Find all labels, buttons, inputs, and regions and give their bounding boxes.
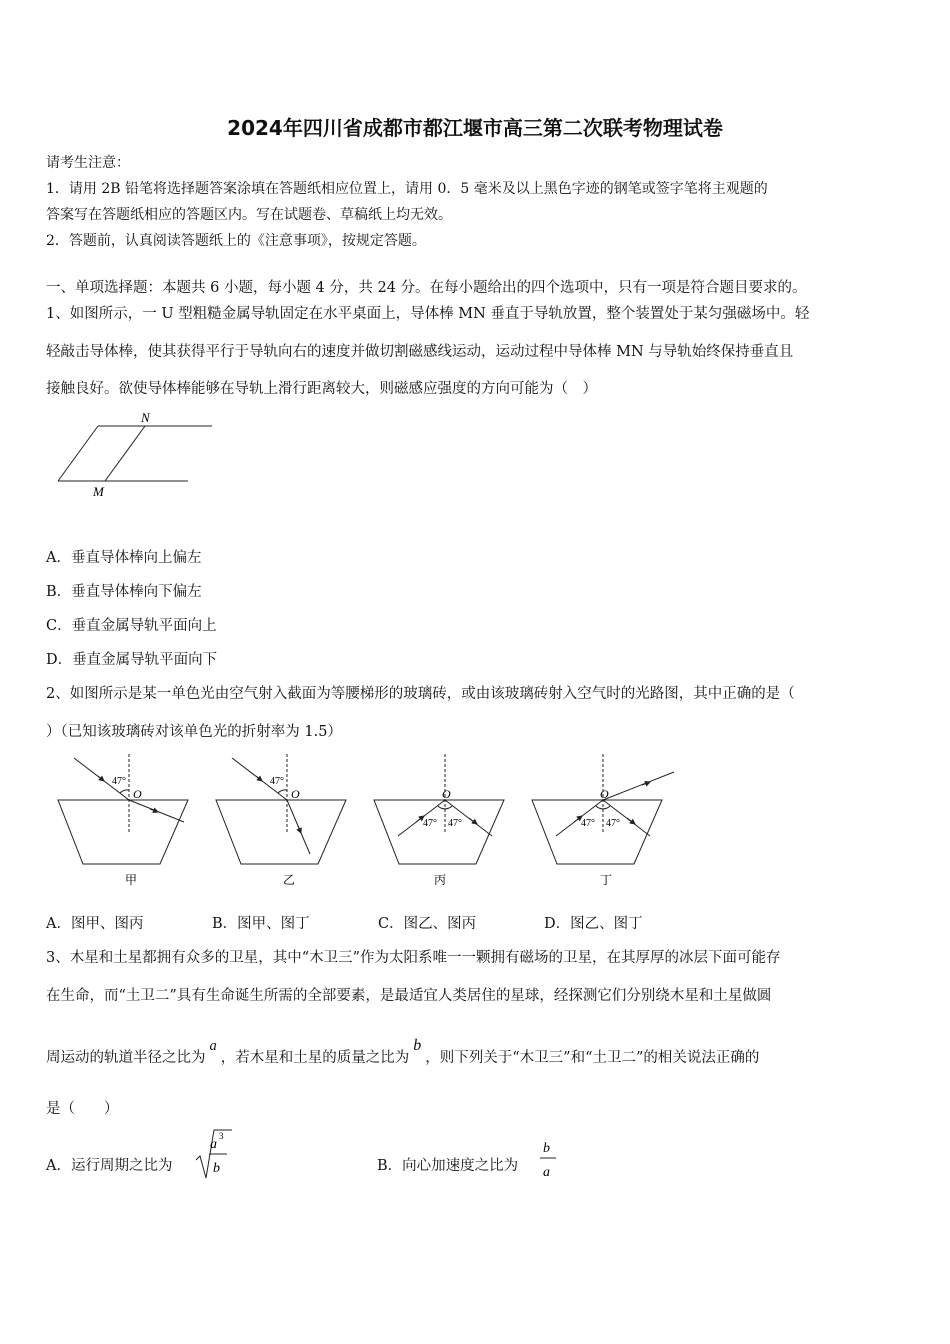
q1-option-b: B．垂直导体棒向下偏左 bbox=[46, 584, 202, 600]
angle-left: 47° bbox=[581, 818, 595, 829]
label-n: N bbox=[141, 410, 150, 425]
point-o: O bbox=[291, 787, 300, 801]
figure-label: 甲 bbox=[125, 873, 138, 887]
angle-right: 47° bbox=[606, 818, 620, 829]
angle-left: 47° bbox=[423, 818, 437, 829]
point-o: O bbox=[442, 787, 451, 801]
figure-yi bbox=[216, 754, 346, 887]
q3-line-1: 3、木星和土星都拥有众多的卫星，其中“木卫三”作为太阳系唯一一颗拥有磁场的卫星，在其厚厚的冰层下面可能存 bbox=[46, 950, 781, 966]
q1-option-c: C．垂直金属导轨平面向上 bbox=[46, 618, 217, 634]
q3-option-b-formula bbox=[538, 1134, 560, 1182]
formula-num: b bbox=[543, 1141, 550, 1156]
q3-option-a bbox=[46, 1154, 172, 1175]
figure-ding bbox=[532, 754, 674, 887]
q1-rail-figure bbox=[50, 405, 220, 500]
formula-den: b bbox=[213, 1161, 220, 1176]
notice-line-2: 答案写在答题纸相应的答题区内。写在试题卷、草稿纸上均无效。 bbox=[46, 207, 452, 223]
notice-line-1: 1．请用 2B 铅笔将选择题答案涂填在答题纸相应位置上，请用 0．5 毫米及以上黑色字迹的钢笔或签字笔将主观题的 bbox=[46, 181, 768, 197]
q1-line-3: 接触良好。欲使导体棒能够在导轨上滑行距离较大，则磁感应强度的方向可能为（ ） bbox=[46, 381, 597, 397]
q1-line-2: 轻敲击导体棒，使其获得平行于导轨向右的速度并做切割磁感线运动，运动过程中导体棒 MN 与导轨始终保持垂直且 bbox=[46, 344, 794, 360]
q1-option-a: A．垂直导体棒向上偏左 bbox=[46, 550, 202, 566]
formula-num: a bbox=[210, 1137, 217, 1152]
q3-line-3c: ，则下列关于“木卫三”和“土卫二”的相关说法正确的 bbox=[425, 1050, 760, 1066]
var-b: b bbox=[413, 1037, 422, 1054]
figure-label: 丁 bbox=[600, 873, 613, 887]
figure-label: 丙 bbox=[434, 873, 447, 887]
q2-line-1: 2、如图所示是某一单色光由空气射入截面为等腰梯形的玻璃砖，或由该玻璃砖射入空气时的光路图，其中正确的是（ bbox=[46, 686, 795, 702]
notice-line-3: 2．答题前，认真阅读答题纸上的《注意事项》，按规定答题。 bbox=[46, 233, 426, 249]
figure-label: 乙 bbox=[283, 873, 296, 887]
q3-line-3b: ，若木星和土星的质量之比为 bbox=[220, 1050, 410, 1066]
q3-option-a-text: A．运行周期之比为 bbox=[46, 1158, 173, 1174]
angle-label: 47° bbox=[112, 776, 126, 787]
q3-line-3 bbox=[46, 1037, 760, 1067]
q1-line-1: 1、如图所示，一 U 型粗糙金属导轨固定在水平桌面上，导体棒 MN 垂直于导轨放置，整个装置处于某匀强磁场中。轻 bbox=[46, 306, 810, 322]
q3-line-4: 是（ ） bbox=[46, 1101, 119, 1117]
q2-option-b: B．图甲、图丁 bbox=[212, 916, 310, 932]
q3-option-a-formula bbox=[194, 1126, 234, 1182]
q2-line-2: ）（已知该玻璃砖对该单色光的折射率为 1.5） bbox=[46, 724, 342, 740]
angle-label: 47° bbox=[270, 776, 284, 787]
q1-option-d: D．垂直金属导轨平面向下 bbox=[46, 652, 218, 668]
figure-jia bbox=[58, 754, 188, 887]
section-header: 一、单项选择题：本题共 6 小题，每小题 4 分，共 24 分。在每小题给出的四个选项中，只有一项是符合题目要求的。 bbox=[46, 280, 807, 296]
q3-option-b bbox=[377, 1154, 518, 1175]
q2-option-c: C．图乙、图丙 bbox=[378, 916, 477, 932]
var-a: a bbox=[209, 1038, 217, 1054]
angle-right: 47° bbox=[448, 818, 462, 829]
q2-option-a: A．图甲、图丙 bbox=[46, 916, 144, 932]
point-o: O bbox=[600, 787, 609, 801]
formula-den: a bbox=[543, 1165, 550, 1180]
formula-exp: 3 bbox=[219, 1131, 224, 1141]
notice-heading: 请考生注意： bbox=[46, 155, 130, 171]
page-title: 2024年四川省成都市都江堰市高三第二次联考物理试卷 bbox=[227, 116, 723, 140]
label-m: M bbox=[93, 484, 104, 499]
point-o: O bbox=[133, 787, 142, 801]
q3-line-3a: 周运动的轨道半径之比为 bbox=[46, 1050, 206, 1066]
q3-option-b-text: B．向心加速度之比为 bbox=[377, 1158, 519, 1174]
figure-bing bbox=[374, 754, 504, 887]
q3-line-2: 在生命，而“土卫二”具有生命诞生所需的全部要素，是最适宜人类居住的星球，经探测它们分别绕木星和土星做圆 bbox=[46, 988, 772, 1004]
q2-option-d: D．图乙、图丁 bbox=[544, 916, 643, 932]
q2-light-path-figures bbox=[50, 752, 690, 892]
